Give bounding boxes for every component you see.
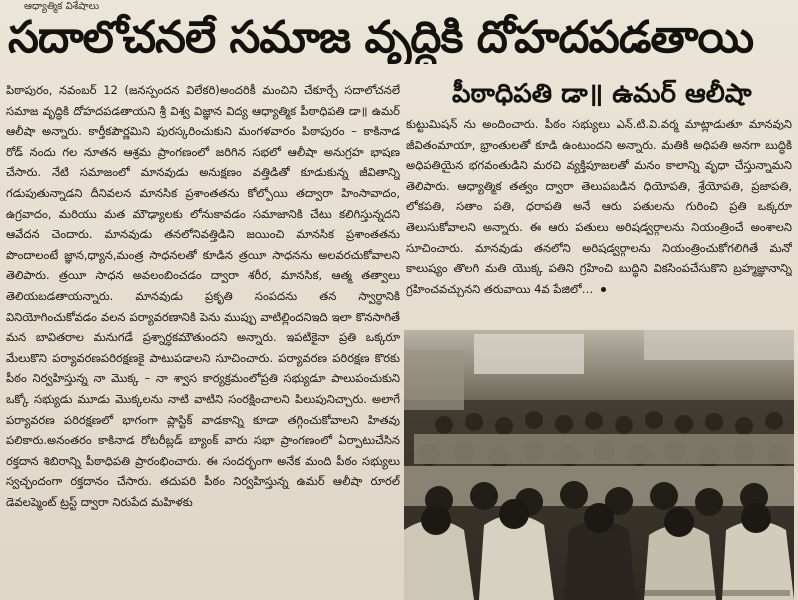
headline: సదాలోచనలే సమాజ వృద్ధికి దోహదపడతాయి — [8, 12, 754, 63]
article-paragraph — [406, 114, 792, 299]
crowd-clothing — [404, 434, 794, 506]
continued-bullet-icon — [601, 287, 606, 292]
article-column-right — [406, 114, 792, 322]
next-story-strip — [580, 590, 790, 596]
article-paragraph: పిఠాపురం, నవంబర్ 12 (జనస్పందన విలేకరి)అందరికీ మంచిని చేకూర్చే సదాలోచనలే సమాజ వృద్ధికి దోహదపడతాయని శ్రీ విశ్వ విజ్ఞాన విద్య ఆధ్యాత్మిక పీఠాధిపతి డా॥ ఉమర్ ఆలీషా అన్నారు. కార్తీకపౌర్ణమిని పురస్కరించుకుని మంగళవారం పిఠాపురం – కాకినాడ రోడ్ నందు గల నూతన ఆశ్రమ ప్రాంగణంలో జరిగిన సభలో ఆలీషా అనుగ్రహ భాషణ చేసారు. నేటి సమాజంలో మానవుడు అనుక్షణం వత్తిడితో కూడుకున్న జీవితాన్ని గడుపుతున్నాడని దీనివలన మానసిక ప్రశాంతతను కోల్పోయి తద్వారా హింసావాదం, ఉగ్రవాదం, మరియు మత మౌఢ్యాలకు లోనుకావడం సమాజానికి చేటు కలిగిస్తున్నదని ఆవేదన చెందారు. మానవుడు తనలోనివత్తిడిని జయించి మానసిక ప్రశాంతతను పొందాలంటే జ్ఞాన,ధ్యాన,మంత్ర సాధనలతో కూడిన త్రయీ సాధనను అలవరచుకోవాలని తెలిపారు. త్రయీ సాధన అవలంబించడం ద్వారా శరీర, మానసిక, ఆత్మ తత్వాలు తెలియబడతాయన్నారు. మానవుడు ప్రకృతి సంపదను తన స్వార్ధానికి వినియోగించుకోవడం వలన పర్యావరణానికి పెను ముప్పు వాటిల్లిందనిఇది ఇలా కొనసాగితే మన బావితరాల మనుగడే ప్రశ్నార్ధకమౌతుందని అన్నారు. ఇపటికైనా ప్రతి ఒక్కరూ మేలుకొని పర్యావరణపరిరక్షణకై పాటుపడాలని సూచించారు. పర్యావరణ పరిరక్షణ కొరకు పీఠం నిర్వహిస్తున్న నా మొక్క – నా శ్వాస కార్యక్రమంలోప్రతి సభ్యుడూ పాలుపంచుకుని ఒక్కో సభ్యుడు మూడు మొక్కలను నాటి వాటిని సంరక్షించాలని పిలుపునిచ్చారు. అలాగే పర్యావరణ పరిరక్షణలో భాగంగా ప్లాస్టిక్ వాడకాన్ని కూడా తగ్గించుకోవాలని హితవు పలికారు.అనంతరం కాకినాడ రోటరీబ్లడ్ బ్యాంక్ వారు సభా ప్రాంగణంలో ఏర్పాటుచేసిన రక్తదాన శిబిరాన్ని పీఠాధిపతి ప్రారంభించారు. ఈ సందర్భంగా అనేక మంది పీఠం సభ్యులు స్వచ్ఛందంగా రక్తదానం చేసారు. తదుపరి పీఠం నిర్వహిస్తున్న ఉమర్ ఆలీషా రూరల్ డెవలప్మెంట్ ట్రస్ట్ ద్వారా నిరుపేద మహిళకు — [6, 83, 400, 509]
article-column-left — [6, 80, 400, 598]
byline: పీఠాధిపతి డా॥ ఉమర్ ఆలీషా — [452, 79, 752, 109]
audience-photo-icon — [404, 330, 794, 600]
audience-photo — [404, 330, 794, 600]
section-kicker: ఆధ్యాత్మిక విశేషాలు — [24, 1, 100, 12]
article-paragraph-text: కుట్టుమిషన్ ను అందించారు. పీఠం సభ్యులు ఎన్.టి.వి.వర్మ మాట్లాడుతూ మానవుని జీవితంమాయా, భ్రాంతులతో కూడి ఉంటుందని అన్నారు. మతికి అధిపతి అనగా బుద్ధికి అధిపతియైన భగవంతుడిని మరచి వ్యక్తిపూజలతో మనం కాలాన్ని వృధా చేస్తున్నామని తెలిపారు. ఆధ్యాత్మిక తత్వం ద్వారా తెలుపబడిన ధియోపతి, శ్రేయోపతి, ప్రజాపతి, లోకపతి, సతాం పతి, ధరాపతి అనే ఆరు పతులను గురించి ప్రతి ఒక్కరూ తెలుసుకోవాలని అన్నారు. ఈ ఆరు పతులు అరిషడ్వర్గాలను నియంత్రించే అంశాలని సూచించారు. మానవుడు తనలోని అరిషడ్వర్గాలను నియంత్రించుకోగలిగితే మనో కాలుష్యం తొలగి మతి యొక్క పతిని గ్రహించి బుద్ధిని వికసింపచేసుకొని బ్రహ్మజ్ఞానాన్ని గ్రహించవచ్చునని తరువాయి 4వ పేజిలో… — [406, 117, 792, 296]
